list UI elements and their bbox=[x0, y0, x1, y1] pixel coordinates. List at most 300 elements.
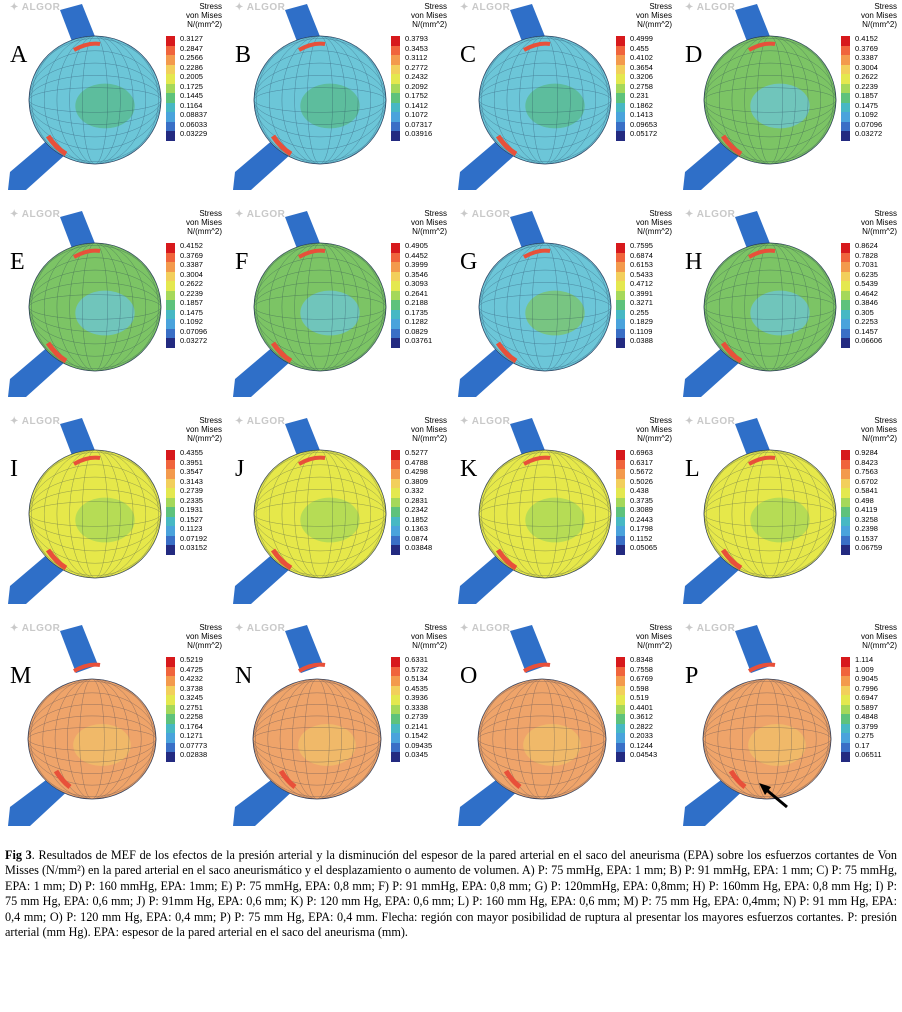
legend-value: 0.3951 bbox=[180, 457, 203, 467]
legend-value: 0.2239 bbox=[855, 81, 878, 91]
algor-watermark: ✦ ALGOR bbox=[685, 209, 736, 220]
legend-value: 0.231 bbox=[630, 91, 649, 100]
legend-value: 0.3089 bbox=[630, 505, 653, 514]
legend-swatch bbox=[166, 131, 175, 141]
legend-swatch bbox=[391, 488, 400, 498]
legend-values bbox=[405, 34, 432, 139]
legend-title-line: Stress bbox=[649, 416, 672, 425]
legend-value: 0.2739 bbox=[180, 486, 203, 495]
legend-value: 0.6235 bbox=[855, 269, 878, 279]
legend-title-line: N/(mm^2) bbox=[412, 227, 447, 236]
legend-swatch bbox=[841, 743, 850, 753]
legend-title bbox=[831, 2, 897, 29]
stress-patch bbox=[748, 724, 806, 766]
legend-title-line: Stress bbox=[424, 623, 447, 632]
legend-title bbox=[381, 416, 447, 443]
legend-value: 0.3004 bbox=[180, 269, 203, 279]
legend-swatch bbox=[166, 36, 175, 46]
legend-swatch bbox=[166, 84, 175, 94]
legend-swatch bbox=[616, 122, 625, 132]
legend-swatch bbox=[841, 517, 850, 527]
legend-value: 0.3004 bbox=[855, 62, 878, 72]
legend-value: 0.2443 bbox=[630, 514, 653, 524]
panel-c bbox=[450, 0, 675, 206]
panel-j bbox=[225, 414, 450, 620]
panel-letter: D bbox=[685, 42, 703, 68]
legend-swatch bbox=[616, 103, 625, 113]
legend-value: 0.1725 bbox=[180, 81, 203, 91]
legend-title bbox=[381, 2, 447, 29]
legend-value: 0.2286 bbox=[180, 62, 203, 72]
legend-swatch bbox=[616, 319, 625, 329]
legend-value: 0.4452 bbox=[405, 250, 428, 260]
legend-swatch bbox=[166, 657, 175, 667]
legend-value: 0.4848 bbox=[855, 712, 878, 721]
legend-value: 0.1537 bbox=[855, 533, 878, 543]
panel-letter: E bbox=[10, 249, 25, 275]
legend-value: 0.3738 bbox=[180, 683, 203, 693]
legend-swatch bbox=[166, 743, 175, 753]
legend-value: 0.3453 bbox=[405, 43, 428, 53]
panel-o bbox=[450, 621, 675, 827]
algor-watermark: ✦ ALGOR bbox=[10, 209, 61, 220]
legend-value: 0.4999 bbox=[630, 34, 653, 43]
legend-swatch bbox=[616, 526, 625, 536]
legend-swatch bbox=[841, 479, 850, 489]
legend-swatch bbox=[166, 752, 175, 762]
legend-swatch bbox=[391, 93, 400, 103]
legend-value: 0.1413 bbox=[630, 110, 653, 119]
legend-title-line: Stress bbox=[874, 2, 897, 11]
legend-color-bar bbox=[841, 450, 850, 555]
legend-color-bar bbox=[391, 36, 400, 141]
legend-value: 0.09653 bbox=[630, 119, 658, 129]
legend-value: 0.4642 bbox=[855, 288, 878, 298]
legend-value: 0.06511 bbox=[855, 750, 882, 759]
algor-watermark: ✦ ALGOR bbox=[460, 2, 511, 13]
legend-value: 0.3258 bbox=[855, 514, 878, 524]
legend-value: 0.0388 bbox=[630, 336, 653, 345]
legend-values bbox=[180, 448, 207, 553]
legend-swatch bbox=[616, 450, 625, 460]
panel-m bbox=[0, 621, 225, 827]
legend-value: 0.07096 bbox=[855, 119, 883, 129]
legend-swatch bbox=[391, 310, 400, 320]
legend-swatch bbox=[616, 291, 625, 301]
legend-value: 0.1852 bbox=[405, 514, 428, 524]
legend-swatch bbox=[391, 262, 400, 272]
legend-value: 0.4788 bbox=[405, 457, 428, 467]
legend-color-bar bbox=[616, 243, 625, 348]
legend-swatch bbox=[616, 460, 625, 470]
legend-swatch bbox=[391, 507, 400, 517]
legend-value: 0.2739 bbox=[405, 712, 428, 721]
legend-value: 0.3546 bbox=[405, 269, 428, 279]
legend-value: 0.2398 bbox=[855, 524, 878, 533]
legend-title-line: N/(mm^2) bbox=[862, 434, 897, 443]
legend-swatch bbox=[166, 281, 175, 291]
legend-value: 0.4725 bbox=[180, 664, 203, 674]
legend-title-line: von Mises bbox=[410, 425, 447, 434]
legend-value: 0.3999 bbox=[405, 260, 428, 269]
legend-swatch bbox=[391, 84, 400, 94]
legend-title-line: N/(mm^2) bbox=[862, 20, 897, 29]
legend-swatch bbox=[166, 74, 175, 84]
panel-k bbox=[450, 414, 675, 620]
legend-value: 0.3245 bbox=[180, 693, 203, 702]
legend-swatch bbox=[391, 291, 400, 301]
legend-value: 1.114 bbox=[855, 655, 874, 664]
legend-value: 0.1752 bbox=[405, 91, 428, 100]
algor-watermark: ✦ ALGOR bbox=[460, 209, 511, 220]
legend-value: 0.1072 bbox=[405, 110, 428, 119]
legend-swatch bbox=[616, 310, 625, 320]
legend-swatch bbox=[391, 517, 400, 527]
legend-swatch bbox=[616, 272, 625, 282]
legend-swatch bbox=[616, 84, 625, 94]
legend-value: 0.1857 bbox=[855, 91, 878, 100]
legend-value: 0.1475 bbox=[855, 100, 878, 110]
legend-values bbox=[180, 34, 207, 139]
legend-value: 0.06033 bbox=[180, 119, 208, 129]
legend-swatch bbox=[391, 281, 400, 291]
legend-swatch bbox=[166, 253, 175, 263]
legend-values bbox=[630, 34, 657, 139]
stress-patch bbox=[300, 498, 359, 543]
legend-value: 0.3654 bbox=[630, 62, 653, 72]
legend-value: 0.4119 bbox=[855, 505, 878, 514]
legend-value: 0.7563 bbox=[855, 467, 878, 476]
legend-swatch bbox=[391, 112, 400, 122]
legend-value: 0.1092 bbox=[180, 317, 203, 326]
legend-value: 0.06759 bbox=[855, 543, 883, 552]
legend-swatch bbox=[841, 329, 850, 339]
legend-swatch bbox=[391, 74, 400, 84]
legend-color-bar bbox=[166, 36, 175, 141]
panel-p bbox=[675, 621, 900, 827]
legend-title bbox=[831, 416, 897, 443]
legend-value: 0.1244 bbox=[630, 740, 653, 750]
legend-title bbox=[831, 623, 897, 650]
legend-value: 0.8348 bbox=[630, 655, 653, 664]
legend-swatch bbox=[841, 112, 850, 122]
legend-swatch bbox=[391, 131, 400, 141]
legend-swatch bbox=[391, 714, 400, 724]
legend-value: 0.455 bbox=[630, 43, 649, 53]
legend-swatch bbox=[391, 469, 400, 479]
legend-value: 0.3735 bbox=[630, 495, 653, 505]
legend-value: 0.2831 bbox=[405, 495, 428, 505]
panel-letter: B bbox=[235, 42, 252, 68]
legend-value: 0.1457 bbox=[855, 326, 878, 336]
legend-swatch bbox=[166, 676, 175, 686]
legend-title-line: N/(mm^2) bbox=[637, 434, 672, 443]
legend-swatch bbox=[616, 281, 625, 291]
legend-title bbox=[606, 209, 672, 236]
legend-swatch bbox=[391, 122, 400, 132]
legend-swatch bbox=[841, 319, 850, 329]
legend-values bbox=[180, 241, 207, 346]
legend-swatch bbox=[616, 112, 625, 122]
panel-letter: L bbox=[685, 456, 700, 482]
legend-swatch bbox=[166, 65, 175, 75]
legend-swatch bbox=[391, 526, 400, 536]
legend-title-line: von Mises bbox=[635, 425, 672, 434]
legend-value: 0.6874 bbox=[630, 250, 653, 260]
legend-swatch bbox=[391, 733, 400, 743]
stress-patch bbox=[523, 724, 581, 766]
legend-color-bar bbox=[841, 243, 850, 348]
legend-value: 0.2822 bbox=[630, 721, 653, 731]
legend-title-line: N/(mm^2) bbox=[187, 434, 222, 443]
legend-value: 0.2141 bbox=[405, 721, 428, 731]
legend-title-line: von Mises bbox=[410, 218, 447, 227]
legend-swatch bbox=[616, 667, 625, 677]
legend-value: 0.2005 bbox=[180, 72, 203, 81]
legend-swatch bbox=[616, 243, 625, 253]
legend-value: 0.3206 bbox=[630, 72, 653, 81]
legend-swatch bbox=[166, 55, 175, 65]
legend-title-line: von Mises bbox=[185, 632, 222, 641]
legend-swatch bbox=[166, 526, 175, 536]
legend-values bbox=[630, 448, 657, 553]
legend-swatch bbox=[616, 65, 625, 75]
legend-swatch bbox=[166, 733, 175, 743]
legend-swatch bbox=[391, 243, 400, 253]
legend-swatch bbox=[166, 112, 175, 122]
legend-value: 0.4298 bbox=[405, 467, 428, 476]
legend-value: 0.2847 bbox=[180, 43, 203, 53]
legend-value: 0.03272 bbox=[855, 129, 883, 138]
legend-swatch bbox=[391, 752, 400, 762]
legend-swatch bbox=[166, 517, 175, 527]
legend-swatch bbox=[616, 695, 625, 705]
legend-value: 0.7828 bbox=[855, 250, 878, 260]
legend-title-line: Stress bbox=[424, 416, 447, 425]
legend-value: 0.0829 bbox=[405, 326, 428, 336]
stress-patch bbox=[525, 291, 584, 336]
legend-swatch bbox=[391, 253, 400, 263]
legend-swatch bbox=[616, 253, 625, 263]
legend-value: 0.1363 bbox=[405, 524, 428, 533]
panel-letter: I bbox=[10, 456, 18, 482]
legend-swatch bbox=[166, 479, 175, 489]
legend-title-line: von Mises bbox=[860, 632, 897, 641]
legend-values bbox=[180, 655, 207, 760]
legend-swatch bbox=[166, 450, 175, 460]
legend-value: 0.3612 bbox=[630, 712, 653, 721]
legend-swatch bbox=[166, 300, 175, 310]
legend-value: 0.07096 bbox=[180, 326, 208, 336]
panel-letter: G bbox=[460, 249, 478, 275]
legend-value: 0.305 bbox=[855, 307, 874, 317]
legend-color-bar bbox=[841, 36, 850, 141]
legend-value: 0.3793 bbox=[405, 34, 428, 43]
legend-swatch bbox=[841, 253, 850, 263]
legend-swatch bbox=[841, 272, 850, 282]
legend-swatch bbox=[841, 460, 850, 470]
algor-watermark: ✦ ALGOR bbox=[235, 209, 286, 220]
legend-value: 0.4535 bbox=[405, 683, 428, 693]
legend-value: 0.9045 bbox=[855, 674, 878, 683]
panel-letter: M bbox=[10, 663, 32, 689]
legend-swatch bbox=[841, 338, 850, 348]
legend-title bbox=[156, 416, 222, 443]
legend-title-line: Stress bbox=[424, 209, 447, 218]
panel-letter: J bbox=[235, 456, 245, 482]
legend-value: 0.03848 bbox=[405, 543, 433, 552]
legend-value: 0.519 bbox=[630, 693, 649, 702]
legend-value: 0.03761 bbox=[405, 336, 433, 345]
legend-swatch bbox=[841, 310, 850, 320]
legend-swatch bbox=[616, 469, 625, 479]
legend-value: 0.2641 bbox=[405, 288, 428, 298]
legend-value: 0.3936 bbox=[405, 693, 428, 702]
panel-d bbox=[675, 0, 900, 206]
legend-title-line: von Mises bbox=[860, 218, 897, 227]
legend-swatch bbox=[841, 131, 850, 141]
legend-swatch bbox=[391, 545, 400, 555]
legend-title-line: von Mises bbox=[860, 11, 897, 20]
legend-swatch bbox=[841, 281, 850, 291]
legend-title-line: Stress bbox=[199, 2, 222, 11]
legend-swatch bbox=[391, 36, 400, 46]
legend-swatch bbox=[391, 695, 400, 705]
legend-value: 0.1109 bbox=[630, 326, 653, 336]
legend-swatch bbox=[391, 705, 400, 715]
legend-title-line: von Mises bbox=[860, 425, 897, 434]
legend-swatch bbox=[166, 338, 175, 348]
legend-swatch bbox=[616, 300, 625, 310]
legend-swatch bbox=[166, 705, 175, 715]
panel-e bbox=[0, 207, 225, 413]
legend-value: 0.2566 bbox=[180, 53, 203, 62]
legend-value: 0.3093 bbox=[405, 279, 428, 288]
algor-watermark: ✦ ALGOR bbox=[685, 416, 736, 427]
legend-swatch bbox=[166, 272, 175, 282]
stress-patch bbox=[75, 498, 134, 543]
legend-value: 0.07317 bbox=[405, 119, 433, 129]
legend-swatch bbox=[391, 724, 400, 734]
algor-watermark: ✦ ALGOR bbox=[460, 416, 511, 427]
legend-value: 0.0874 bbox=[405, 533, 428, 543]
legend-value: 0.1412 bbox=[405, 100, 428, 110]
legend-swatch bbox=[391, 676, 400, 686]
legend-title-line: Stress bbox=[874, 623, 897, 632]
legend-value: 0.02838 bbox=[180, 750, 208, 759]
legend-swatch bbox=[391, 743, 400, 753]
panel-h bbox=[675, 207, 900, 413]
panel-f bbox=[225, 207, 450, 413]
legend-swatch bbox=[616, 36, 625, 46]
panel-n bbox=[225, 621, 450, 827]
legend-swatch bbox=[616, 498, 625, 508]
legend-values bbox=[405, 241, 432, 346]
legend-value: 0.3338 bbox=[405, 702, 428, 712]
legend-swatch bbox=[616, 733, 625, 743]
legend-value: 0.498 bbox=[855, 495, 874, 505]
legend-value: 0.5897 bbox=[855, 702, 878, 712]
legend-value: 0.17 bbox=[855, 740, 870, 750]
legend-swatch bbox=[391, 536, 400, 546]
legend-title-line: N/(mm^2) bbox=[862, 641, 897, 650]
algor-watermark: ✦ ALGOR bbox=[235, 623, 286, 634]
panel-letter: P bbox=[685, 663, 699, 689]
legend-value: 0.03152 bbox=[180, 543, 208, 552]
legend-title bbox=[156, 209, 222, 236]
legend-color-bar bbox=[616, 657, 625, 762]
panel-letter: C bbox=[460, 42, 477, 68]
stress-patch bbox=[298, 724, 356, 766]
legend-swatch bbox=[616, 517, 625, 527]
legend-swatch bbox=[391, 498, 400, 508]
legend-value: 0.3127 bbox=[180, 34, 203, 43]
legend-swatch bbox=[616, 131, 625, 141]
legend-swatch bbox=[841, 686, 850, 696]
legend-swatch bbox=[841, 498, 850, 508]
legend-value: 0.4152 bbox=[855, 34, 878, 43]
legend-swatch bbox=[841, 526, 850, 536]
legend-values bbox=[405, 448, 432, 553]
legend-value: 0.1092 bbox=[855, 110, 878, 119]
legend-value: 0.3112 bbox=[405, 53, 428, 62]
legend-swatch bbox=[166, 291, 175, 301]
legend-value: 0.2758 bbox=[630, 81, 653, 91]
legend-value: 0.5439 bbox=[855, 279, 878, 288]
legend-title-line: von Mises bbox=[410, 632, 447, 641]
legend-value: 0.5841 bbox=[855, 486, 878, 495]
legend-value: 0.6317 bbox=[630, 457, 653, 467]
legend-value: 0.7996 bbox=[855, 683, 878, 693]
legend-color-bar bbox=[166, 450, 175, 555]
legend-swatch bbox=[841, 55, 850, 65]
legend-title-line: N/(mm^2) bbox=[187, 641, 222, 650]
legend-value: 0.4401 bbox=[630, 702, 653, 712]
legend-swatch bbox=[166, 536, 175, 546]
legend-swatch bbox=[166, 507, 175, 517]
legend-title-line: N/(mm^2) bbox=[412, 641, 447, 650]
legend-value: 0.03916 bbox=[405, 129, 433, 138]
legend-swatch bbox=[166, 724, 175, 734]
legend-swatch bbox=[841, 752, 850, 762]
legend-swatch bbox=[841, 74, 850, 84]
legend-value: 0.1931 bbox=[180, 505, 203, 514]
legend-title bbox=[156, 2, 222, 29]
legend-values bbox=[855, 448, 882, 553]
legend-value: 0.438 bbox=[630, 486, 649, 495]
legend-swatch bbox=[841, 36, 850, 46]
figure-caption bbox=[5, 848, 897, 940]
legend-title-line: Stress bbox=[649, 2, 672, 11]
legend-value: 0.1475 bbox=[180, 307, 203, 317]
legend-value: 0.4905 bbox=[405, 241, 428, 250]
legend-value: 0.5433 bbox=[630, 269, 653, 279]
legend-title-line: Stress bbox=[199, 623, 222, 632]
legend-swatch bbox=[391, 686, 400, 696]
stress-patch bbox=[75, 291, 134, 336]
panel-letter: H bbox=[685, 249, 703, 275]
legend-swatch bbox=[841, 507, 850, 517]
algor-watermark: ✦ ALGOR bbox=[235, 416, 286, 427]
panel-i bbox=[0, 414, 225, 620]
algor-watermark: ✦ ALGOR bbox=[10, 416, 61, 427]
legend-swatch bbox=[841, 93, 850, 103]
legend-color-bar bbox=[616, 36, 625, 141]
legend-value: 0.9284 bbox=[855, 448, 878, 457]
stress-patch bbox=[300, 84, 359, 129]
caption-text: . Resultados de MEF de los efectos de la presión arterial y la disminución del espesor de la pared arterial en el saco del aneurisma (EPA) sobre los esfuerzos cortantes de Von Misses (N/mm²) en la pared arterial en el saco aneurismático y el desplazamiento o aumento de volumen. A) P: 75 mmHg, EPA: 1 mm; B) P: 91 mmHg, EPA: 1 mm; C) P: 75 mmHg, EPA: 1 mm; D) P: 160 mmHg, EPA: 1mm; E) P: 75 mmHg, EPA: 0,8 mm; F) P: 91 mmHg, EPA: 0,8 mm; G) P: 120mmHg, EPA: 0,8mm; H) P: 160mm Hg, EPA: 0,8 mm Hg; I) P: 75 mm Hg, EPA: 0,6 mm; J) P: 91mm Hg, EPA: 0,6 mm; K) P: 120 mm Hg, EPA: 0,6 mm; L) P: 160 mm Hg, EPA: 0,6 mm; M) P: 75 mm Hg, EPA: 0,4mm; N) P: 91 mm Hg, EPA: 0,4 mm; O) P: 120 mm Hg, EPA: 0,4 mm; P) P: 75 mm Hg, EPA: 0,4 mm. Flecha: región con mayor posibilidad de ruptura al presentar los mayores esfuerzos cortantes. P: presión arterial (mm Hg). EPA: espesor de la pared arterial en el saco del aneurisma (mm). bbox=[5, 848, 897, 940]
legend-value: 0.03272 bbox=[180, 336, 208, 345]
